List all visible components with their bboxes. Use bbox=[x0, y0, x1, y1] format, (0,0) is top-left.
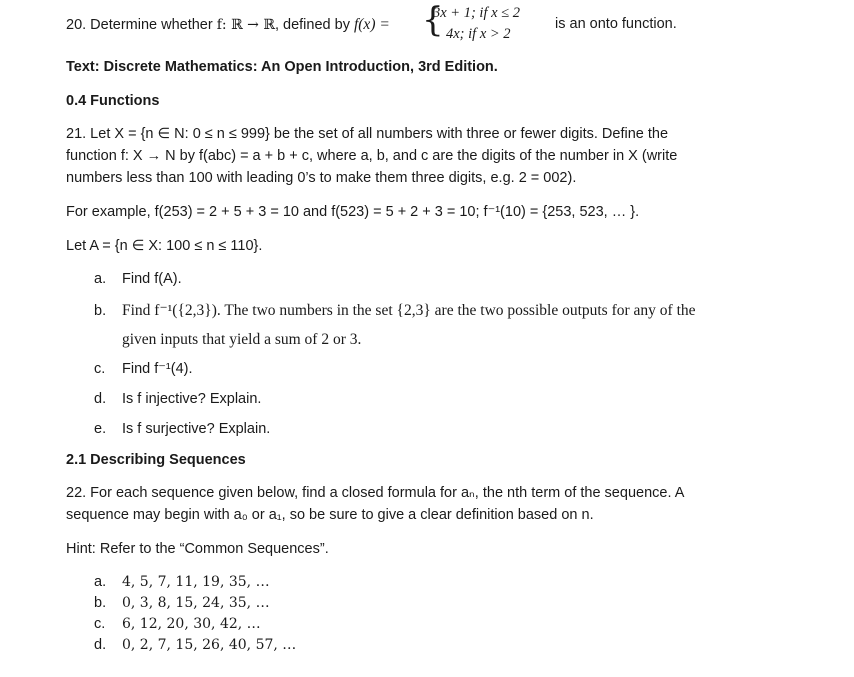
item-text: Is f injective? Explain. bbox=[122, 391, 262, 407]
q22-hint: Hint: Refer to the “Common Sequences”. bbox=[66, 541, 329, 557]
q22-item-d bbox=[94, 637, 296, 653]
item-label: a. bbox=[94, 574, 107, 590]
q21-line-3: numbers less than 100 with leading 0’s to make them three digits, e.g. 2 = 002). bbox=[66, 170, 577, 186]
q21-item-d bbox=[94, 391, 261, 407]
q21-item-a bbox=[94, 271, 182, 287]
q22-item-a bbox=[94, 574, 270, 590]
q20-func-sig: f: ℝ → ℝ bbox=[216, 17, 275, 33]
item-text: Find f(A). bbox=[122, 271, 182, 287]
item-text: Find f⁻¹(4). bbox=[122, 361, 193, 377]
q21-line-2: function f: X → N by f(abc) = a + b + c, where a, b, and c are the digits of the number in X (write bbox=[66, 148, 678, 164]
item-text: 4, 5, 7, 11, 19, 35, … bbox=[122, 574, 270, 590]
q22-item-b bbox=[94, 595, 270, 611]
q21-item-b bbox=[94, 301, 696, 320]
q21-example: For example, f(253) = 2 + 5 + 3 = 10 and f(523) = 5 + 2 + 3 = 10; f⁻¹(10) = {253, 523, … }. bbox=[66, 204, 640, 220]
item-text: Find f⁻¹({2,3}). The two numbers in the set {2,3} are the two possible outputs for any of the bbox=[122, 302, 696, 319]
item-label: b. bbox=[94, 595, 107, 611]
q21-set-a: Let A = {n ∈ X: 100 ≤ n ≤ 110}. bbox=[66, 238, 263, 254]
q20-fx: f(x) = bbox=[353, 16, 390, 33]
piecewise-brace: { bbox=[422, 0, 444, 40]
q20-prefix: 20. Determine whether bbox=[66, 17, 217, 33]
item-text: 6, 12, 20, 30, 42, … bbox=[122, 616, 261, 632]
section-heading-sequences: 2.1 Describing Sequences bbox=[66, 452, 246, 468]
item-label: d. bbox=[94, 391, 107, 407]
q20-case-1: 3x + 1; if x ≤ 2 bbox=[433, 5, 520, 21]
item-label: a. bbox=[94, 271, 107, 287]
q21-item-b-cont bbox=[122, 331, 361, 349]
item-text: 0, 3, 8, 15, 24, 35, … bbox=[122, 595, 270, 611]
item-text: 0, 2, 7, 15, 26, 40, 57, … bbox=[122, 637, 297, 653]
item-text: given inputs that yield a sum of 2 or 3. bbox=[122, 331, 362, 348]
q21-line-1: 21. Let X = {n ∈ N: 0 ≤ n ≤ 999} be the set of all numbers with three or fewer digits. Define the bbox=[66, 126, 669, 142]
q20-suffix: is an onto function. bbox=[555, 16, 677, 32]
q22-line-2: sequence may begin with a₀ or a₁, so be sure to give a clear definition based on n. bbox=[66, 507, 594, 523]
item-label: b. bbox=[94, 303, 107, 319]
item-label: d. bbox=[94, 637, 107, 653]
q22-line-1: 22. For each sequence given below, find a closed formula for aₙ, the nth term of the sequence. A bbox=[66, 485, 685, 501]
item-text: Is f surjective? Explain. bbox=[122, 421, 271, 437]
text-source-heading: Text: Discrete Mathematics: An Open Introduction, 3rd Edition. bbox=[66, 59, 498, 75]
q22-item-c bbox=[94, 616, 261, 632]
item-label: c. bbox=[94, 361, 106, 377]
q20-defined-by: , defined by bbox=[274, 17, 354, 33]
item-label: e. bbox=[94, 421, 107, 437]
q21-item-e bbox=[94, 421, 270, 437]
q20-line bbox=[66, 16, 390, 34]
q21-item-c bbox=[94, 361, 193, 377]
section-heading-functions: 0.4 Functions bbox=[66, 93, 160, 109]
q20-case-2: 4x; if x > 2 bbox=[446, 26, 511, 42]
item-label: c. bbox=[94, 616, 106, 632]
